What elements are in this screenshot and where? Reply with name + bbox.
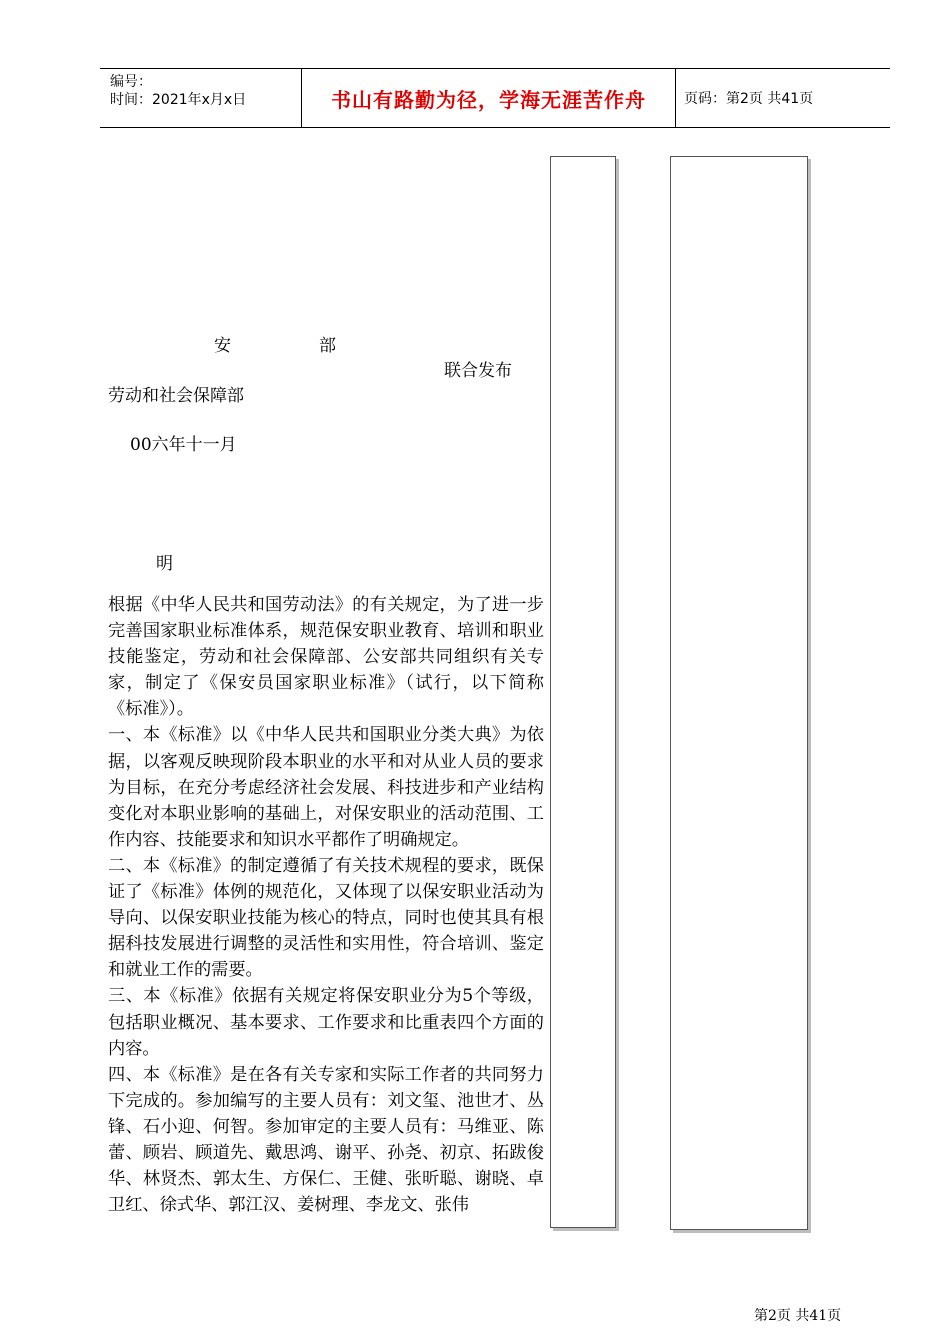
paragraph: 根据《中华人民共和国劳动法》的有关规定，为了进一步完善国家职业标准体系，规范保安职业教育、培训和职业技能鉴定，劳动和社会保障部、公安部共同组织有关专家，制定了《保安员国家职业标准》（试行，以下简称《标准》）。 [108, 595, 544, 720]
joint-release: 联合发布 [444, 361, 512, 381]
agency-char-2: 部 [319, 336, 336, 356]
page-header [100, 68, 890, 128]
time-label: 时间：2021年x月x日 [110, 92, 247, 108]
agency-char-1: 安 [214, 336, 231, 356]
header-left-cell [100, 69, 302, 127]
serial-label: 编号： [110, 74, 152, 90]
paragraph: 一、本《标准》以《中华人民共和国职业分类大典》为依据，以客观反映现阶段本职业的水平和对从业人员的要求为目标，在充分考虑经济社会发展、科技进步和产业结构变化对本职业影响的基础上，对保安职业的活动范围、工作内容、技能要求和知识水平都作了明确规定。 [108, 725, 544, 850]
section-title: 明 [156, 554, 173, 574]
side-text-box-1 [550, 156, 616, 1228]
paragraph: 二、本《标准》的制定遵循了有关技术规程的要求，既保证了《标准》体例的规范化，又体现了以保安职业活动为导向、以保安职业技能为核心的特点，同时也使其具有根据科技发展进行调整的灵活性和实用性，符合培训、鉴定和就业工作的需要。 [108, 855, 544, 981]
paragraph: 四、本《标准》是在各有关专家和实际工作者的共同努力下完成的。参加编写的主要人员有：刘文玺、池世才、丛锋、石小迎、何智。参加审定的主要人员有：马维亚、陈蕾、顾岩、顾道先、戴思鸿、谢平、孙尧、初京、拓跋俊华、林贤杰、郭太生、方保仁、王健、张昕聪、谢晓、卓卫红、徐式华、郭江汉、姜树理、李龙文、张伟 [108, 1064, 544, 1216]
motto: 书山有路勤为径，学海无涯苦作舟 [331, 87, 646, 112]
ministry-name: 劳动和社会保障部 [108, 386, 244, 406]
page-footer: 第2页 共41页 [754, 1308, 842, 1324]
page-info: 页码：第2页 共41页 [684, 91, 814, 107]
header-motto-cell [302, 69, 676, 127]
paragraph: 三、本《标准》依据有关规定将保安职业分为5个等级，包括职业概况、基本要求、工作要求和比重表四个方面的内容。 [108, 986, 544, 1059]
body-text [108, 592, 544, 1218]
publish-date: 00六年十一月 [130, 435, 237, 455]
side-text-box-2 [670, 156, 808, 1230]
header-page-cell [676, 69, 890, 127]
